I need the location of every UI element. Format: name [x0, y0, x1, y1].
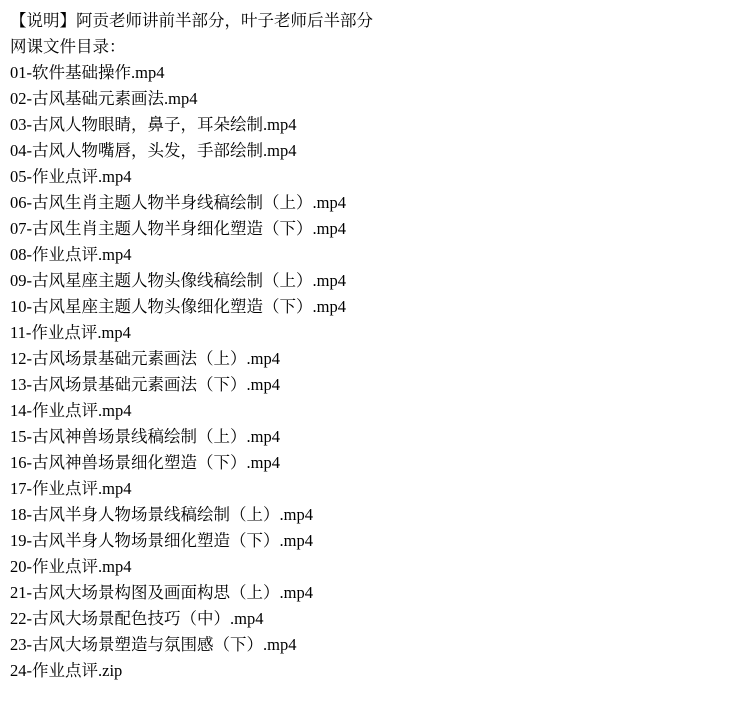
list-item: 10-古风星座主题人物头像细化塑造（下）.mp4	[10, 297, 346, 316]
list-item: 20-作业点评.mp4	[10, 557, 132, 576]
list-item: 23-古风大场景塑造与氛围感（下）.mp4	[10, 635, 297, 654]
list-item: 08-作业点评.mp4	[10, 245, 132, 264]
list-item: 22-古风大场景配色技巧（中）.mp4	[10, 609, 264, 628]
list-item: 07-古风生肖主题人物半身细化塑造（下）.mp4	[10, 219, 346, 238]
list-item: 19-古风半身人物场景细化塑造（下）.mp4	[10, 531, 313, 550]
list-item: 24-作业点评.zip	[10, 661, 123, 680]
file-list	[10, 60, 750, 684]
list-item: 11-作业点评.mp4	[10, 323, 131, 342]
list-item: 09-古风星座主题人物头像线稿绘制（上）.mp4	[10, 271, 346, 290]
directory-heading: 网课文件目录：	[10, 37, 126, 56]
note-line: 【说明】阿贡老师讲前半部分，叶子老师后半部分	[10, 11, 373, 30]
list-item: 21-古风大场景构图及画面构思（上）.mp4	[10, 583, 313, 602]
list-item: 13-古风场景基础元素画法（下）.mp4	[10, 375, 280, 394]
list-item: 01-软件基础操作.mp4	[10, 63, 165, 82]
list-item: 06-古风生肖主题人物半身线稿绘制（上）.mp4	[10, 193, 346, 212]
list-item: 15-古风神兽场景线稿绘制（上）.mp4	[10, 427, 280, 446]
list-item: 05-作业点评.mp4	[10, 167, 132, 186]
list-item: 14-作业点评.mp4	[10, 401, 132, 420]
list-item: 17-作业点评.mp4	[10, 479, 132, 498]
list-item: 03-古风人物眼睛，鼻子，耳朵绘制.mp4	[10, 115, 297, 134]
list-item: 02-古风基础元素画法.mp4	[10, 89, 198, 108]
list-item: 16-古风神兽场景细化塑造（下）.mp4	[10, 453, 280, 472]
list-item: 04-古风人物嘴唇，头发，手部绘制.mp4	[10, 141, 297, 160]
list-item: 12-古风场景基础元素画法（上）.mp4	[10, 349, 280, 368]
list-item: 18-古风半身人物场景线稿绘制（上）.mp4	[10, 505, 313, 524]
